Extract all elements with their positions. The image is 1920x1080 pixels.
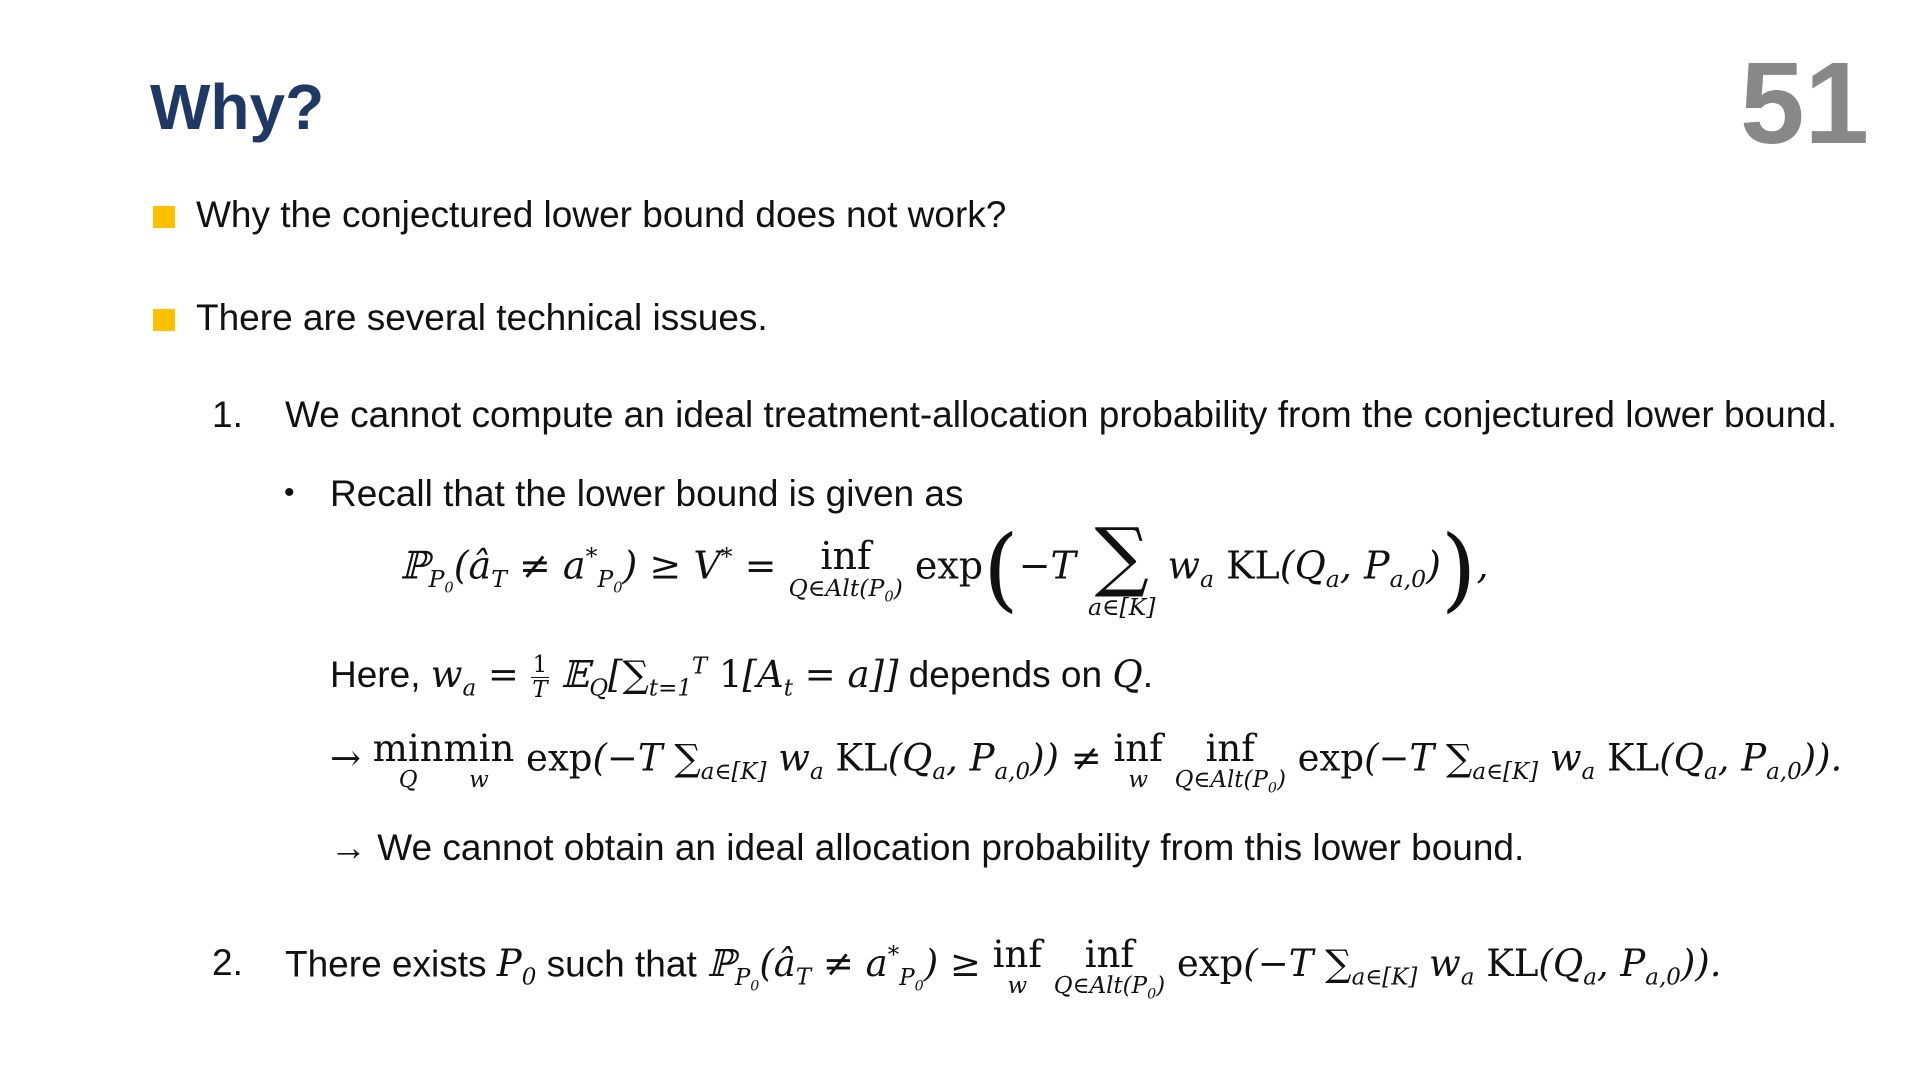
item-2-number: 2. [212, 942, 243, 983]
conclusion-text: → We cannot obtain an ideal allocation probability from this lower bound. [330, 827, 1525, 868]
there-exists-label: There exists [285, 943, 487, 985]
lower-bound-equation: $ℙ_{P_0}(â_T \ne a^*_{P_0}) \ge V^*$ = inf $Q\in Alt(P_0)$ exp(−T ∑ a∈[K] $w_a$ $KL(Q_a$, $P_{a,0}$)), [400, 511, 1489, 623]
item-1-number: 1. [212, 394, 243, 435]
min-inf-inequality: → min Q min w exp(−T $\sum_{a\in[K]}$ $w_a$ $KL(Q_a$, $P_{a,0}$)) ≠ inf w inf $Q\in Alt(P_0)$ exp(−T $\sum_{a\in[K]}$ $w_a$ $KL(Q_a$, $P_{a,0}$)). [330, 727, 1843, 797]
item-1-text: We cannot compute an ideal treatment-allocation probability from the conjectured lower bound. [285, 394, 1838, 435]
such-that-label: such that [546, 943, 697, 985]
round-bullet-icon: • [284, 476, 295, 509]
bullet-1-text: Why the conjectured lower bound does not work? [196, 194, 1007, 235]
sub-bullet-text: Recall that the lower bound is given as [330, 473, 964, 514]
slide-title: Why? [150, 71, 325, 143]
bullet-square-icon [153, 206, 175, 228]
here-label: Here, [330, 654, 421, 696]
item-2-statement: There exists $P_0$ such that $ℙ_{P_0}(â_T \ne a^*_{P_0})$ ≥ inf w inf $Q\in Alt(P_0)$ exp(−T $\sum_{a\in[K]}$ $w_a$ $KL(Q_a$, $P_{a,0}$)). [285, 933, 1722, 1003]
depends-on-label: depends on [908, 654, 1103, 696]
wa-definition-line: Here, $w_a$ = $\frac{1}{T}$ $𝔼_Q[\sum_{t=1}^T$ $1[A_t = a]$] depends on Q. [330, 652, 1153, 704]
page-number: 51 [1740, 38, 1870, 168]
bullet-square-icon [153, 309, 175, 331]
bullet-2-text: There are several technical issues. [196, 297, 768, 338]
